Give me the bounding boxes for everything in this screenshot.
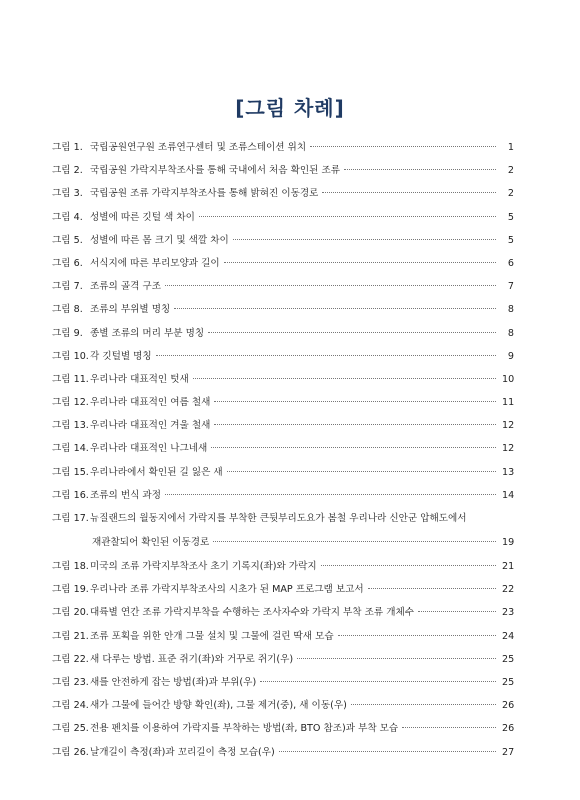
dot-leader — [211, 447, 496, 448]
figure-entry — [52, 206, 514, 229]
page-number: 21 — [502, 561, 515, 572]
figure-entry — [52, 322, 514, 345]
figure-caption-continued: 재관찰되어 확인된 이동경로 — [92, 537, 210, 548]
page-number: 5 — [507, 234, 514, 246]
figure-entry — [52, 182, 514, 205]
figure-label: 그림 10. — [52, 350, 89, 362]
page-number: 25 — [502, 653, 515, 665]
figure-label: 그림 18. — [52, 561, 89, 572]
figure-caption: 우리나라 대표적인 텃새 — [90, 373, 189, 385]
dot-leader — [233, 239, 496, 240]
figure-caption: 새 다루는 방법. 표준 쥐기(좌)와 거꾸로 쥐기(우) — [90, 653, 294, 665]
figure-entry — [52, 671, 514, 694]
figure-entry — [52, 461, 514, 484]
page-number: 2 — [507, 188, 514, 200]
figure-label: 그림 17. — [52, 513, 89, 524]
page-number: 1 — [507, 142, 514, 153]
figure-entry — [52, 252, 514, 275]
figure-entry — [52, 391, 514, 414]
page-number: 12 — [502, 420, 515, 432]
figure-label: 그림 4. — [52, 211, 83, 223]
page-number: 24 — [502, 630, 515, 642]
dot-leader — [322, 192, 496, 193]
figure-entry — [52, 507, 514, 531]
figure-entry — [52, 159, 514, 182]
figure-entry — [52, 555, 514, 578]
figure-label: 그림 6. — [52, 257, 83, 269]
figure-label: 그림 26. — [52, 746, 89, 758]
page-number: 9 — [507, 350, 514, 362]
page-number: 27 — [502, 746, 515, 758]
figure-label: 그림 23. — [52, 676, 89, 688]
figure-label: 그림 8. — [52, 304, 83, 316]
figure-entry — [52, 601, 514, 624]
figure-label: 그림 22. — [52, 653, 89, 665]
figure-entry — [52, 275, 514, 298]
figure-caption: 각 깃털별 명칭 — [90, 350, 152, 362]
page-number: 8 — [507, 304, 514, 316]
figure-label: 그림 24. — [52, 700, 89, 712]
figure-caption: 우리나라 대표적인 여름 철새 — [90, 397, 211, 409]
page-number: 7 — [507, 281, 514, 293]
page-title: [그림 차례] — [235, 96, 345, 120]
figure-caption: 종별 조류의 머리 부분 명칭 — [90, 327, 205, 339]
dot-leader — [310, 146, 496, 147]
dot-leader — [208, 332, 496, 333]
figure-entry — [52, 345, 514, 368]
dot-leader — [165, 494, 496, 495]
figure-caption: 국립공원 조류 가락지부착조사를 통해 밝혀진 이동경로 — [90, 188, 319, 200]
page-number: 10 — [502, 373, 515, 385]
figure-label: 그림 9. — [52, 327, 83, 339]
figure-caption: 성별에 따른 몸 크기 및 색깔 차이 — [90, 234, 229, 246]
figure-label: 그림 21. — [52, 630, 89, 642]
dot-leader — [193, 378, 496, 379]
page-number: 2 — [507, 165, 514, 177]
figure-entry — [52, 368, 514, 391]
figure-label: 그림 11. — [52, 373, 89, 385]
dot-leader — [199, 216, 496, 217]
figure-entry — [52, 717, 514, 740]
figure-label: 그림 1. — [52, 142, 83, 153]
figure-caption: 조류의 부위별 명칭 — [90, 304, 171, 316]
figure-caption: 우리나라 대표적인 나그네새 — [90, 443, 208, 455]
page-number: 19 — [502, 537, 515, 548]
figure-entry — [52, 414, 514, 437]
figure-caption: 새가 그물에 들어간 방향 확인(좌), 그물 제거(중), 새 이동(우) — [90, 700, 347, 712]
figure-label: 그림 16. — [52, 489, 89, 501]
figure-caption: 우리나라 대표적인 겨울 철새 — [90, 420, 211, 432]
page-number: 8 — [507, 327, 514, 339]
dot-leader — [260, 681, 496, 682]
dot-leader — [165, 285, 496, 286]
dot-leader — [279, 751, 496, 752]
figure-caption: 조류의 골격 구조 — [90, 281, 161, 293]
page-number: 14 — [502, 489, 515, 501]
dot-leader — [368, 588, 496, 589]
dot-leader — [214, 401, 496, 402]
figure-caption: 조류 포획을 위한 안개 그물 설치 및 그물에 걸린 딱새 모습 — [90, 630, 334, 642]
figure-label: 그림 15. — [52, 466, 89, 478]
figure-caption: 서식지에 따른 부리모양과 길이 — [90, 257, 220, 269]
page-number: 13 — [502, 466, 515, 478]
figure-entry-continuation — [52, 531, 514, 555]
figure-entry — [52, 694, 514, 717]
dot-leader — [156, 355, 496, 356]
dot-leader — [214, 424, 496, 425]
page-number: 25 — [502, 676, 515, 688]
figure-caption: 날개길이 측정(좌)과 꼬리길이 측정 모습(우) — [90, 746, 275, 758]
figure-entry — [52, 136, 514, 159]
figure-label: 그림 25. — [52, 723, 89, 735]
figure-label: 그림 5. — [52, 234, 83, 246]
figure-entry — [52, 484, 514, 507]
dot-leader — [213, 541, 496, 542]
figure-caption: 우리나라에서 확인된 길 잃은 새 — [90, 466, 223, 478]
page-number: 12 — [502, 443, 515, 455]
dot-leader — [224, 262, 496, 263]
figure-label: 그림 12. — [52, 397, 89, 409]
dot-leader — [174, 308, 496, 309]
figure-label: 그림 14. — [52, 443, 89, 455]
figure-label: 그림 19. — [52, 584, 89, 596]
dot-leader — [338, 635, 496, 636]
figure-caption: 새를 안전하게 잡는 방법(좌)과 부위(우) — [90, 676, 257, 688]
figure-caption: 국립공원 가락지부착조사를 통해 국내에서 처음 확인된 조류 — [90, 165, 340, 177]
figure-entry — [52, 648, 514, 671]
page-number: 22 — [502, 584, 515, 596]
figure-label: 그림 20. — [52, 607, 89, 619]
figure-caption: 미국의 조류 가락지부착조사 초기 기록지(좌)와 가락지 — [90, 561, 317, 572]
page-number: 5 — [507, 211, 514, 223]
figure-entry — [52, 229, 514, 252]
dot-leader — [344, 169, 496, 170]
figure-entry — [52, 578, 514, 601]
figure-caption: 성별에 따른 깃털 색 차이 — [90, 211, 195, 223]
figure-label: 그림 7. — [52, 281, 83, 293]
page-number: 11 — [502, 397, 515, 409]
figure-entry — [52, 741, 514, 764]
figure-caption: 우리나라 조류 가락지부착조사의 시초가 된 MAP 프로그램 보고서 — [90, 584, 364, 596]
figure-label: 그림 13. — [52, 420, 89, 432]
page-number: 26 — [502, 723, 515, 735]
dot-leader — [321, 565, 496, 566]
page-number: 26 — [502, 700, 515, 712]
dot-leader — [351, 704, 496, 705]
figure-label: 그림 2. — [52, 165, 83, 177]
dot-leader — [227, 471, 496, 472]
figure-list — [52, 136, 514, 764]
figure-caption: 대륙별 연간 조류 가락지부착을 수행하는 조사자수와 가락지 부착 조류 개체수 — [90, 607, 415, 619]
figure-entry — [52, 298, 514, 321]
figure-entry — [52, 437, 514, 460]
dot-leader — [297, 658, 496, 659]
figure-caption: 전용 펜치를 이용하여 가락지를 부착하는 방법(좌, BTO 참조)과 부착 모습 — [90, 723, 399, 735]
figure-caption: 국립공원연구원 조류연구센터 및 조류스테이션 위치 — [90, 142, 307, 153]
figure-label: 그림 3. — [52, 188, 83, 200]
page-number: 23 — [502, 607, 515, 619]
dot-leader — [418, 611, 496, 612]
figure-entry — [52, 625, 514, 648]
page-number: 6 — [507, 257, 514, 269]
figure-caption: 뉴질랜드의 월동지에서 가락지를 부착한 큰뒷부리도요가 봄철 우리나라 신안군 압해도에서 — [90, 513, 467, 524]
figure-caption: 조류의 번식 과정 — [90, 489, 161, 501]
dot-leader — [402, 727, 496, 728]
